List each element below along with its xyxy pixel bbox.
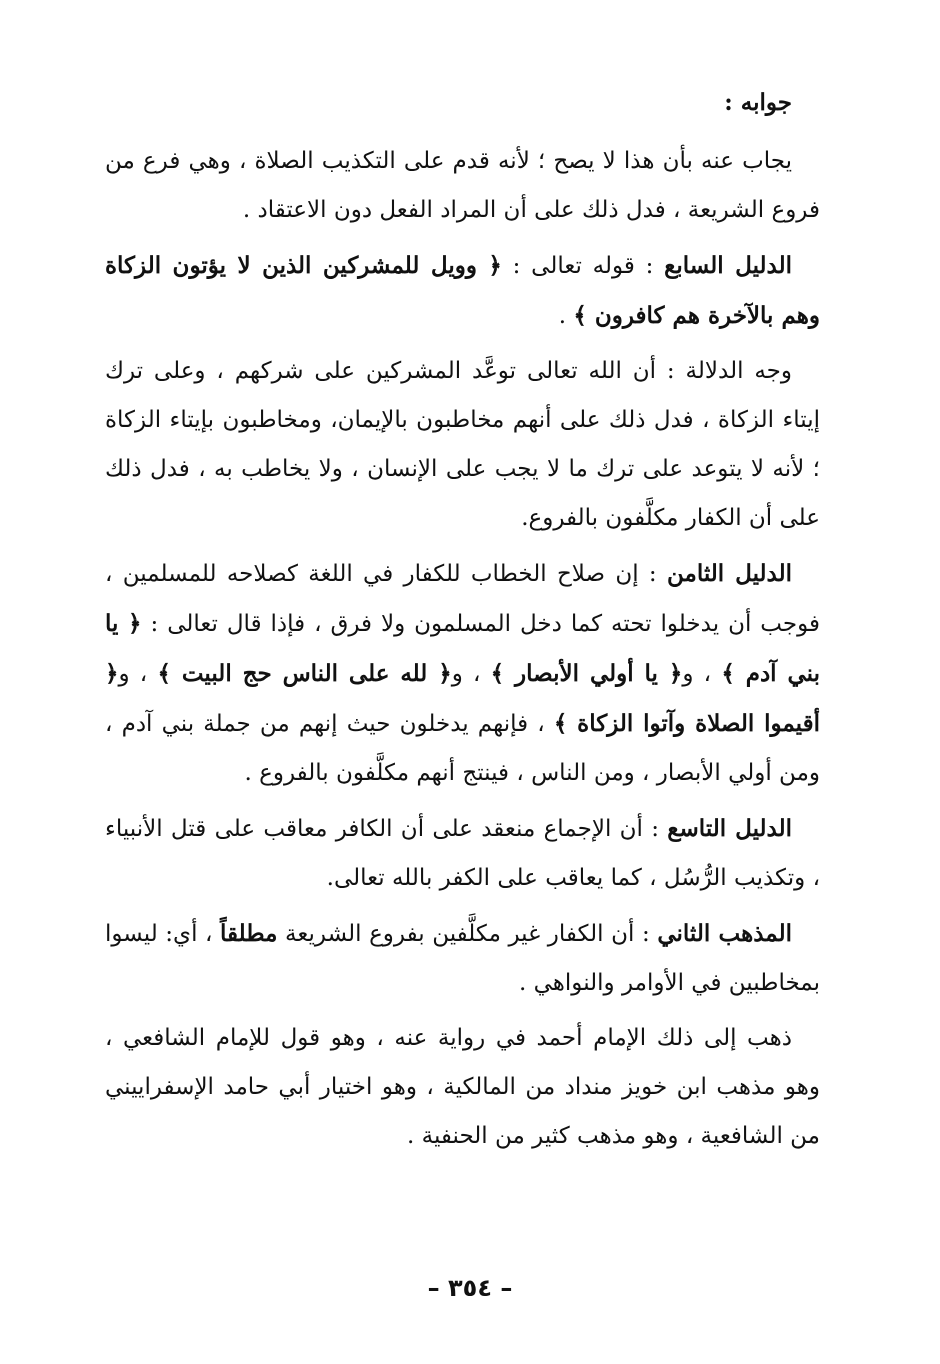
quran-verse: ﴿ لله على الناس حج البيت ﴾: [157, 660, 452, 687]
paragraph-evidence-eight: [105, 549, 820, 798]
paragraph-inference: [105, 347, 820, 543]
paragraph-text: : إن صلاح الخطاب للكفار في اللغة كصلاحه للمسلمين ، فوجب أن يدخلوا تحته كما دخل المسلمون ولا فرق ، فإذا قال تعالى :: [105, 561, 820, 637]
section-heading: جوابه :: [724, 89, 792, 116]
page-body: [105, 78, 820, 1167]
paragraph-proponents: [105, 1014, 820, 1161]
paragraph-text: وجه الدلالة : أن الله تعالى توعَّد المشركين على شركهم ، وعلى ترك إيتاء الزكاة ، فدل ذلك على أنهم مخاطبون بالإيمان، ومخاطبون بإيتاء الزكاة ؛ لأنه لا يتوعد على ترك ما لا يجب على الإنسان ، ولا يخاطب به ، فدل ذلك على أن الكفار مكلَّفون بالفروع.: [105, 358, 820, 531]
quran-verse: ﴿ أقيموا الصلاة وآتوا الزكاة ﴾: [105, 660, 820, 737]
paragraph-text: : أن الكفار غير مكلَّفين بفروع الشريعة: [277, 921, 658, 947]
paragraph-text: ، و: [451, 661, 491, 687]
emphasis-text: مطلقاً: [220, 920, 278, 947]
school-title: المذهب الثاني: [657, 920, 792, 947]
page-number: – ٣٥٤ –: [427, 1274, 513, 1302]
paragraph-text: ، أي: ليسوا بمخاطبين في الأوامر والنواهي .: [105, 921, 820, 996]
paragraph-answer: [105, 137, 820, 235]
paragraph-text: ، و: [118, 661, 158, 687]
paragraph-text: ، و: [682, 661, 722, 687]
paragraph-text: ، فإنهم يدخلون حيث إنهم من جملة بني آدم ، ومن أولي الأبصار ، ومن الناس ، فينتج أنهم مكلَّفون بالفروع .: [105, 711, 820, 786]
paragraph-second-school: [105, 909, 820, 1008]
evidence-title: الدليل السابع: [664, 252, 792, 279]
paragraph-text: : أن الإجماع منعقد على أن الكافر معاقب على قتل الأنبياء ، وتكذيب الرُّسُل ، كما يعاقب على الكفر بالله تعالى.: [105, 816, 820, 891]
quran-verse: ﴿ يا بني آدم ﴾: [105, 610, 820, 687]
paragraph-text: .: [558, 303, 574, 329]
evidence-title: الدليل التاسع: [667, 815, 792, 842]
paragraph-evidence-nine: [105, 804, 820, 903]
evidence-title: الدليل الثامن: [666, 560, 792, 587]
quran-verse: ﴿ وويل للمشركين الذين لا يؤتون الزكاة وهم بالآخرة هم كافرون ﴾: [105, 252, 820, 329]
paragraph-text: يجاب عنه بأن هذا لا يصح ؛ لأنه قدم على التكذيب الصلاة ، وهي فرع من فروع الشريعة ، فدل ذلك على أن المراد الفعل دون الاعتقاد .: [105, 148, 820, 223]
paragraph-evidence-seven: [105, 241, 820, 341]
quran-verse: ﴿ يا أولي الأبصار ﴾: [490, 660, 683, 687]
paragraph-text: ذهب إلى ذلك الإمام أحمد في رواية عنه ، وهو قول للإمام الشافعي ، وهو مذهب ابن خويز منداد من المالكية ، وهو اختيار أبي حامد الإسفراييني من الشافعية ، وهو مذهب كثير من الحنفية .: [105, 1025, 820, 1149]
paragraph-text: : قوله تعالى :: [501, 253, 665, 279]
